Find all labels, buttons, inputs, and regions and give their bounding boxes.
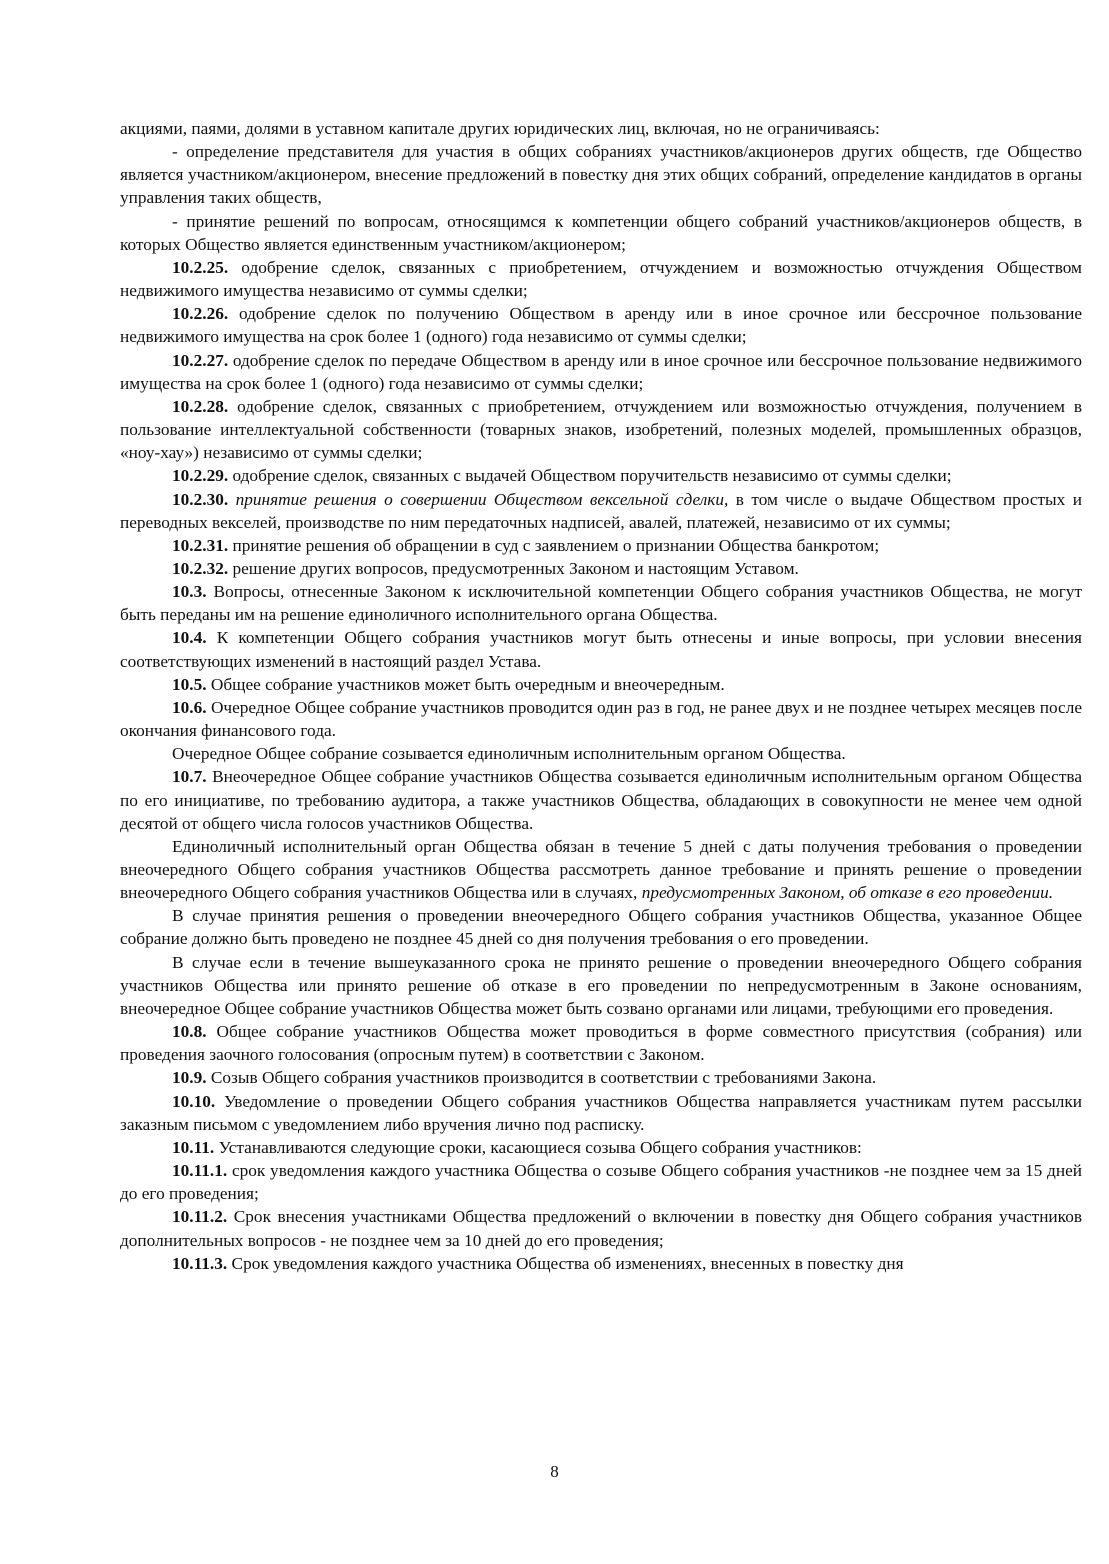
clause-text: одобрение сделок, связанных с выдачей Обществом поручительств независимо от суммы сделки; [232, 466, 952, 486]
clause-text: Срок уведомления каждого участника Общества об изменениях, внесенных в повестку дня [231, 1253, 904, 1273]
clause-10-8 [120, 1020, 1082, 1066]
paragraph [120, 742, 1082, 765]
clause-10-11-1 [120, 1159, 1082, 1205]
clause-text: Внеочередное Общее собрание участников Общества созывается единоличным исполнительным органом Общества по его инициативе, по требованию аудитора, а также участников Общества, обладающих в совокупности не менее чем одной десятой от общего числа голосов участников Общества. [120, 767, 1082, 833]
clause-number: 10.11.1. [172, 1161, 228, 1181]
clause-number: 10.5. [172, 674, 207, 694]
clause-text: одобрение сделок, связанных с приобретением, отчуждением и возможностью отчуждения Обществом недвижимого имущества независимо от суммы сделки; [120, 257, 1082, 301]
clause-text: Единоличный исполнительный орган Общества обязан в течение 5 дней с даты получения требования о проведении внеочередного Общего собрания участников Общества рассмотреть данное требование и принять решение о проведении внеочередного Общего собрания участников Общества или в случаях, [120, 836, 1082, 903]
clause-text: одобрение сделок, связанных с приобретением, отчуждением или возможностью отчуждения, получением в пользование интеллектуальной собственности (товарных знаков, изобретений, полезных моделей, промышленных образцов, «ноу-хау») независимо от суммы сделки; [120, 396, 1082, 463]
clause-number: 10.2.28. [172, 396, 229, 416]
clause-text: Общее собрание участников может быть очередным и внеочередным. [210, 674, 725, 694]
clause-number: 10.3. [172, 582, 207, 602]
clause-text: В случае если в течение вышеуказанного срока не принято решение о проведении внеочередного Общего собрания участников Общества или принято решение об отказе в его проведении по непредусмотренным в Законе основаниям, внеочередное Общее собрание участников Общества может быть созвано органами или лицами, требующими его проведения. [120, 952, 1082, 1018]
clause-text: Созыв Общего собрания участников производится в соответствии с требованиями Закона. [210, 1068, 877, 1088]
clause-number: 10.2.30. [172, 489, 229, 509]
clause-italic-text: принятие решения о совершении Обществом вексельной сделки, [235, 489, 729, 509]
clause-text: Вопросы, отнесенные Законом к исключительной компетенции Общего собрания участников Общества, не могут быть переданы им на решение единоличного исполнительного органа Общества. [120, 582, 1082, 625]
paragraph [120, 835, 1082, 904]
clause-text: решение других вопросов, предусмотренных Законом и настоящим Уставом. [232, 558, 799, 578]
clause-text: одобрение сделок по получению Обществом в аренду или в иное срочное или бессрочное пользование недвижимого имущества на срок более 1 (одного) года независимо от суммы сделки; [120, 304, 1082, 347]
clause-text: Очередное Общее собрание созывается единоличным исполнительным органом Общества. [172, 744, 846, 764]
clause-10-2-30 [120, 488, 1082, 534]
clause-10-2-26 [120, 302, 1082, 348]
clause-text: одобрение сделок по передаче Обществом в аренду или в иное срочное или бессрочное пользование недвижимого имущества на срок более 1 (одного) года независимо от суммы сделки; [120, 350, 1082, 393]
clause-italic-text: предусмотренных Законом, об отказе в его проведении. [641, 883, 1054, 903]
clause-number: 10.2.25. [172, 257, 229, 277]
clause-10-5 [120, 673, 1082, 696]
clause-text: В случае принятия решения о проведении внеочередного Общего собрания участников Общества, указанное Общее собрание должно быть проведено не позднее 45 дней со дня получения требования о его проведении. [120, 906, 1082, 949]
clause-10-11-3 [120, 1252, 1082, 1275]
paragraph [120, 117, 1082, 140]
clause-10-2-25 [120, 256, 1082, 302]
clause-text: Срок внесения участниками Общества предложений о включении в повестку дня Общего собрания участников дополнительных вопросов - не позднее чем за 10 дней до его проведения; [120, 1207, 1083, 1250]
clause-10-3 [120, 580, 1082, 626]
clause-text: в том числе о выдаче Обществом простых и переводных векселей, производстве по ним передаточных надписей, авалей, платежей, независимо от их суммы; [120, 489, 1082, 532]
clause-10-2-31 [120, 534, 1082, 557]
clause-text: Очередное Общее собрание участников проводится один раз в год, не ранее двух и не позднее четырех месяцев после окончания финансового года. [120, 697, 1082, 741]
paragraph [120, 904, 1082, 950]
paragraph [120, 951, 1082, 1020]
clause-10-9 [120, 1066, 1082, 1089]
clause-10-2-27 [120, 349, 1082, 395]
clause-text: - определение представителя для участия в общих собраниях участников/акционеров других обществ, где Общество является участником/акционером, внесение предложений в повестку дня этих общих собраний, определение кандидатов в органы управления таких обществ, [120, 142, 1082, 208]
clause-number: 10.9. [172, 1068, 207, 1088]
clause-10-7 [120, 765, 1082, 834]
clause-10-10 [120, 1090, 1082, 1136]
paragraph [120, 140, 1082, 209]
clause-number: 10.2.27. [172, 350, 229, 370]
clause-number: 10.2.29. [172, 466, 229, 486]
clause-number: 10.8. [172, 1022, 207, 1042]
clause-10-4 [120, 626, 1082, 672]
document-body [120, 117, 1082, 1275]
clause-text: Устанавливаются следующие сроки, касающиеся созыва Общего собрания участников: [218, 1137, 862, 1157]
page-number: 8 [550, 1462, 559, 1481]
clause-text: Общее собрание участников Общества может проводиться в форме совместного присутствия (собрания) или проведения заочного голосования (опросным путем) в соответствии с Законом. [120, 1022, 1082, 1065]
clause-10-6 [120, 696, 1082, 742]
clause-number: 10.6. [172, 697, 207, 717]
clause-number: 10.11. [172, 1137, 215, 1157]
clause-10-11 [120, 1136, 1082, 1159]
clause-text: принятие решения об обращении в суд с заявлением о признании Общества банкротом; [232, 535, 880, 555]
clause-text: - принятие решений по вопросам, относящимся к компетенции общего собраний участников/акционеров обществ, в которых Общество является единственным участником/акционером; [120, 211, 1082, 254]
clause-number: 10.2.32. [172, 558, 229, 578]
clause-text: Уведомление о проведении Общего собрания участников Общества направляется участникам путем рассылки заказным письмом с уведомлением либо вручения лично под расписку. [120, 1091, 1082, 1134]
clause-number: 10.10. [172, 1091, 216, 1111]
paragraph [120, 210, 1082, 256]
clause-text: К компетенции Общего собрания участников могут быть отнесены и иные вопросы, при условии внесения соответствующих изменений в настоящий раздел Устава. [120, 628, 1082, 671]
clause-number: 10.2.26. [172, 304, 229, 324]
clause-number: 10.7. [172, 767, 207, 787]
clause-10-11-2 [120, 1205, 1082, 1251]
clause-10-2-29 [120, 464, 1082, 487]
clause-text: срок уведомления каждого участника Общества о созыве Общего собрания участников -не позднее чем за 15 дней до его проведения; [120, 1161, 1082, 1204]
clause-number: 10.11.2. [172, 1207, 228, 1227]
clause-text: акциями, паями, долями в уставном капитале других юридических лиц, включая, но не ограничиваясь: [120, 119, 880, 138]
clause-number: 10.11.3. [172, 1253, 228, 1273]
clause-10-2-32 [120, 557, 1082, 580]
clause-number: 10.4. [172, 628, 207, 648]
clause-10-2-28 [120, 395, 1082, 464]
clause-number: 10.2.31. [172, 535, 229, 555]
